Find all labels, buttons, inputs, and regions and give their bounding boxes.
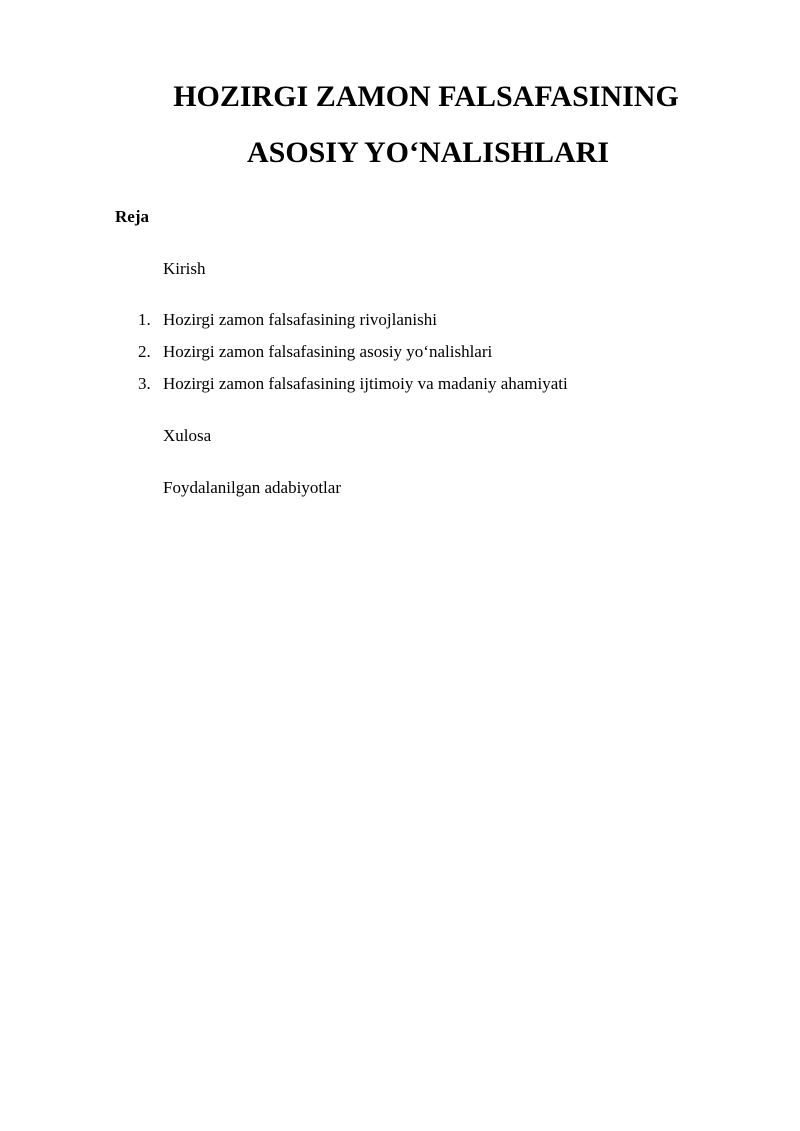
plan-conclusion: Xulosa: [163, 426, 212, 445]
plan-heading: Reja: [115, 207, 149, 226]
list-item-text: Hozirgi zamon falsafasining ijtimoiy va madaniy ahamiyati: [163, 374, 568, 393]
list-item-number: 2.: [138, 342, 151, 361]
list-item: [0, 374, 800, 406]
document-title-line-2: ASOSIY YO‘NALISHLARI: [246, 136, 610, 169]
list-item-number: 3.: [138, 374, 151, 393]
list-item-text: Hozirgi zamon falsafasining rivojlanishi: [163, 310, 437, 329]
list-item-number: 1.: [138, 310, 151, 329]
list-item-text: Hozirgi zamon falsafasining asosiy yo‘nalishlari: [163, 342, 493, 361]
plan-intro: Kirish: [163, 259, 206, 278]
document-title-line-1: HOZIRGI ZAMON FALSAFASINING: [173, 80, 679, 113]
plan-list: [0, 310, 800, 406]
list-item: [0, 310, 800, 342]
list-item: [0, 342, 800, 374]
plan-references: Foydalanilgan adabiyotlar: [163, 478, 341, 497]
